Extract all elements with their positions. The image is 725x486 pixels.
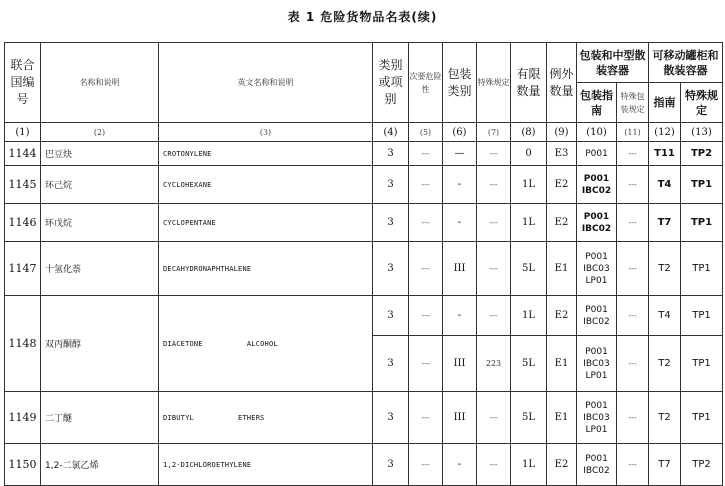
col-number: (12) [649, 123, 681, 142]
header-class: 类别或项别 [373, 43, 409, 123]
subsidiary-risk-cell: --- [409, 392, 443, 444]
name-en: DIBUTYL ETHERS [159, 392, 373, 444]
table-row [5, 242, 723, 296]
special-provisions-cell: --- [477, 166, 511, 204]
header-special-packing: 特殊包装规定 [617, 83, 649, 123]
special-packing-cell: --- [617, 204, 649, 242]
table-row [5, 444, 723, 486]
tank-special-cell: TP2 [681, 444, 723, 486]
special-packing-cell: --- [617, 444, 649, 486]
packing-instruction-cell: P001 IBC03 LP01 [577, 242, 617, 296]
special-provisions-cell: --- [477, 204, 511, 242]
un-number: 1145 [5, 166, 41, 204]
excepted-quantity-cell: E2 [547, 166, 577, 204]
tank-special-cell: TP1 [681, 166, 723, 204]
excepted-quantity-cell: E3 [547, 142, 577, 166]
class-cell: 3 [373, 296, 409, 336]
packing-group-cell: III [443, 392, 477, 444]
limited-quantity-cell: 5L [511, 392, 547, 444]
tank-instruction-cell: T4 [649, 166, 681, 204]
subsidiary-risk-cell: --- [409, 242, 443, 296]
subsidiary-risk-cell: --- [409, 142, 443, 166]
table-row [5, 166, 723, 204]
limited-quantity-cell: 1L [511, 296, 547, 336]
col-number: (4) [373, 123, 409, 142]
tank-special-cell: TP1 [681, 336, 723, 392]
excepted-quantity-cell: E1 [547, 242, 577, 296]
packing-instruction-cell: P001 IBC03 LP01 [577, 336, 617, 392]
table-row [5, 392, 723, 444]
table-title: 表 1 危险货物品名表(续) [287, 10, 438, 24]
col-number: (7) [477, 123, 511, 142]
name-zh: 巴豆炔 [41, 142, 159, 166]
excepted-quantity-cell: E2 [547, 444, 577, 486]
header-name-zh: 名称和说明 [41, 43, 159, 123]
tank-instruction-cell: T2 [649, 336, 681, 392]
header-tank-special: 特殊规定 [681, 83, 723, 123]
name-zh: 双丙酮醇 [41, 296, 159, 392]
header-special-provisions: 特殊规定 [477, 43, 511, 123]
subsidiary-risk-cell: --- [409, 166, 443, 204]
packing-instruction-cell: P001 IBC02 [577, 204, 617, 242]
header-portable-tanks: 可移动罐柜和散装容器 [649, 43, 723, 83]
header-subsidiary-risk: 次要危险性 [409, 43, 443, 123]
name-en: DIACETONE ALCOHOL [159, 296, 373, 392]
header-packaging-ibc: 包装和中型散装容器 [577, 43, 649, 83]
name-zh: 环己烷 [41, 166, 159, 204]
special-packing-cell: --- [617, 166, 649, 204]
col-number: (9) [547, 123, 577, 142]
header-tank-instruction: 指南 [649, 83, 681, 123]
special-provisions-cell: 223 [477, 336, 511, 392]
special-packing-cell: --- [617, 392, 649, 444]
col-number: (1) [5, 123, 41, 142]
class-cell: 3 [373, 204, 409, 242]
special-provisions-cell: --- [477, 296, 511, 336]
col-number: (11) [617, 123, 649, 142]
col-number: (13) [681, 123, 723, 142]
table-row [5, 296, 723, 336]
un-number: 1148 [5, 296, 41, 392]
subsidiary-risk-cell: --- [409, 444, 443, 486]
packing-group-cell: - [443, 204, 477, 242]
class-cell: 3 [373, 392, 409, 444]
limited-quantity-cell: 1L [511, 444, 547, 486]
name-zh: 二丁醚 [41, 392, 159, 444]
dangerous-goods-table [4, 42, 723, 486]
packing-instruction-cell: P001 IBC02 [577, 166, 617, 204]
col-number: (2) [41, 123, 159, 142]
excepted-quantity-cell: E1 [547, 336, 577, 392]
tank-special-cell: TP1 [681, 296, 723, 336]
special-provisions-cell: --- [477, 392, 511, 444]
name-zh: 十氢化萘 [41, 242, 159, 296]
tank-instruction-cell: T7 [649, 204, 681, 242]
header-un-number: 联合国编号 [5, 43, 41, 123]
header-name-en: 英文名称和说明 [159, 43, 373, 123]
packing-group-cell: — [443, 142, 477, 166]
subsidiary-risk-cell: --- [409, 336, 443, 392]
limited-quantity-cell: 1L [511, 204, 547, 242]
header-packing-instruction: 包装指南 [577, 83, 617, 123]
header-excepted-quantity: 例外数量 [547, 43, 577, 123]
class-cell: 3 [373, 242, 409, 296]
special-provisions-cell: --- [477, 142, 511, 166]
table-row [5, 204, 723, 242]
special-packing-cell: --- [617, 296, 649, 336]
un-number: 1147 [5, 242, 41, 296]
packing-group-cell: III [443, 242, 477, 296]
un-number: 1144 [5, 142, 41, 166]
col-number: (6) [443, 123, 477, 142]
tank-instruction-cell: T2 [649, 392, 681, 444]
col-number: (3) [159, 123, 373, 142]
header-packing-group: 包装类别 [443, 43, 477, 123]
special-provisions-cell: --- [477, 242, 511, 296]
name-en: CYCLOPENTANE [159, 204, 373, 242]
name-en: 1,2-DICHLOROETHYLENE [159, 444, 373, 486]
packing-instruction-cell: P001 IBC03 LP01 [577, 392, 617, 444]
tank-instruction-cell: T2 [649, 242, 681, 296]
name-en: CROTONYLENE [159, 142, 373, 166]
packing-group-cell: III [443, 336, 477, 392]
tank-instruction-cell: T11 [649, 142, 681, 166]
name-zh: 1,2-二氯乙烯 [41, 444, 159, 486]
limited-quantity-cell: 5L [511, 242, 547, 296]
un-number: 1149 [5, 392, 41, 444]
class-cell: 3 [373, 166, 409, 204]
packing-group-cell: - [443, 444, 477, 486]
special-packing-cell: --- [617, 142, 649, 166]
tank-instruction-cell: T7 [649, 444, 681, 486]
name-zh: 环戊烷 [41, 204, 159, 242]
special-packing-cell: --- [617, 242, 649, 296]
tank-special-cell: TP1 [681, 204, 723, 242]
packing-instruction-cell: P001 IBC02 [577, 296, 617, 336]
col-number: (8) [511, 123, 547, 142]
subsidiary-risk-cell: --- [409, 204, 443, 242]
packing-instruction-cell: P001 [577, 142, 617, 166]
excepted-quantity-cell: E2 [547, 296, 577, 336]
tank-special-cell: TP1 [681, 392, 723, 444]
limited-quantity-cell: 0 [511, 142, 547, 166]
special-provisions-cell: --- [477, 444, 511, 486]
class-cell: 3 [373, 336, 409, 392]
packing-instruction-cell: P001 IBC02 [577, 444, 617, 486]
table-row [5, 142, 723, 166]
col-number: (5) [409, 123, 443, 142]
subsidiary-risk-cell: --- [409, 296, 443, 336]
tank-special-cell: TP1 [681, 242, 723, 296]
packing-group-cell: - [443, 296, 477, 336]
name-en: CYCLOHEXANE [159, 166, 373, 204]
class-cell: 3 [373, 444, 409, 486]
packing-group-cell: - [443, 166, 477, 204]
excepted-quantity-cell: E1 [547, 392, 577, 444]
name-en: DECAHYDRONAPHTHALENE [159, 242, 373, 296]
special-packing-cell: --- [617, 336, 649, 392]
header-limited-quantity: 有限数量 [511, 43, 547, 123]
excepted-quantity-cell: E2 [547, 204, 577, 242]
limited-quantity-cell: 5L [511, 336, 547, 392]
col-number: (10) [577, 123, 617, 142]
tank-instruction-cell: T4 [649, 296, 681, 336]
un-number: 1150 [5, 444, 41, 486]
un-number: 1146 [5, 204, 41, 242]
class-cell: 3 [373, 142, 409, 166]
tank-special-cell: TP2 [681, 142, 723, 166]
limited-quantity-cell: 1L [511, 166, 547, 204]
